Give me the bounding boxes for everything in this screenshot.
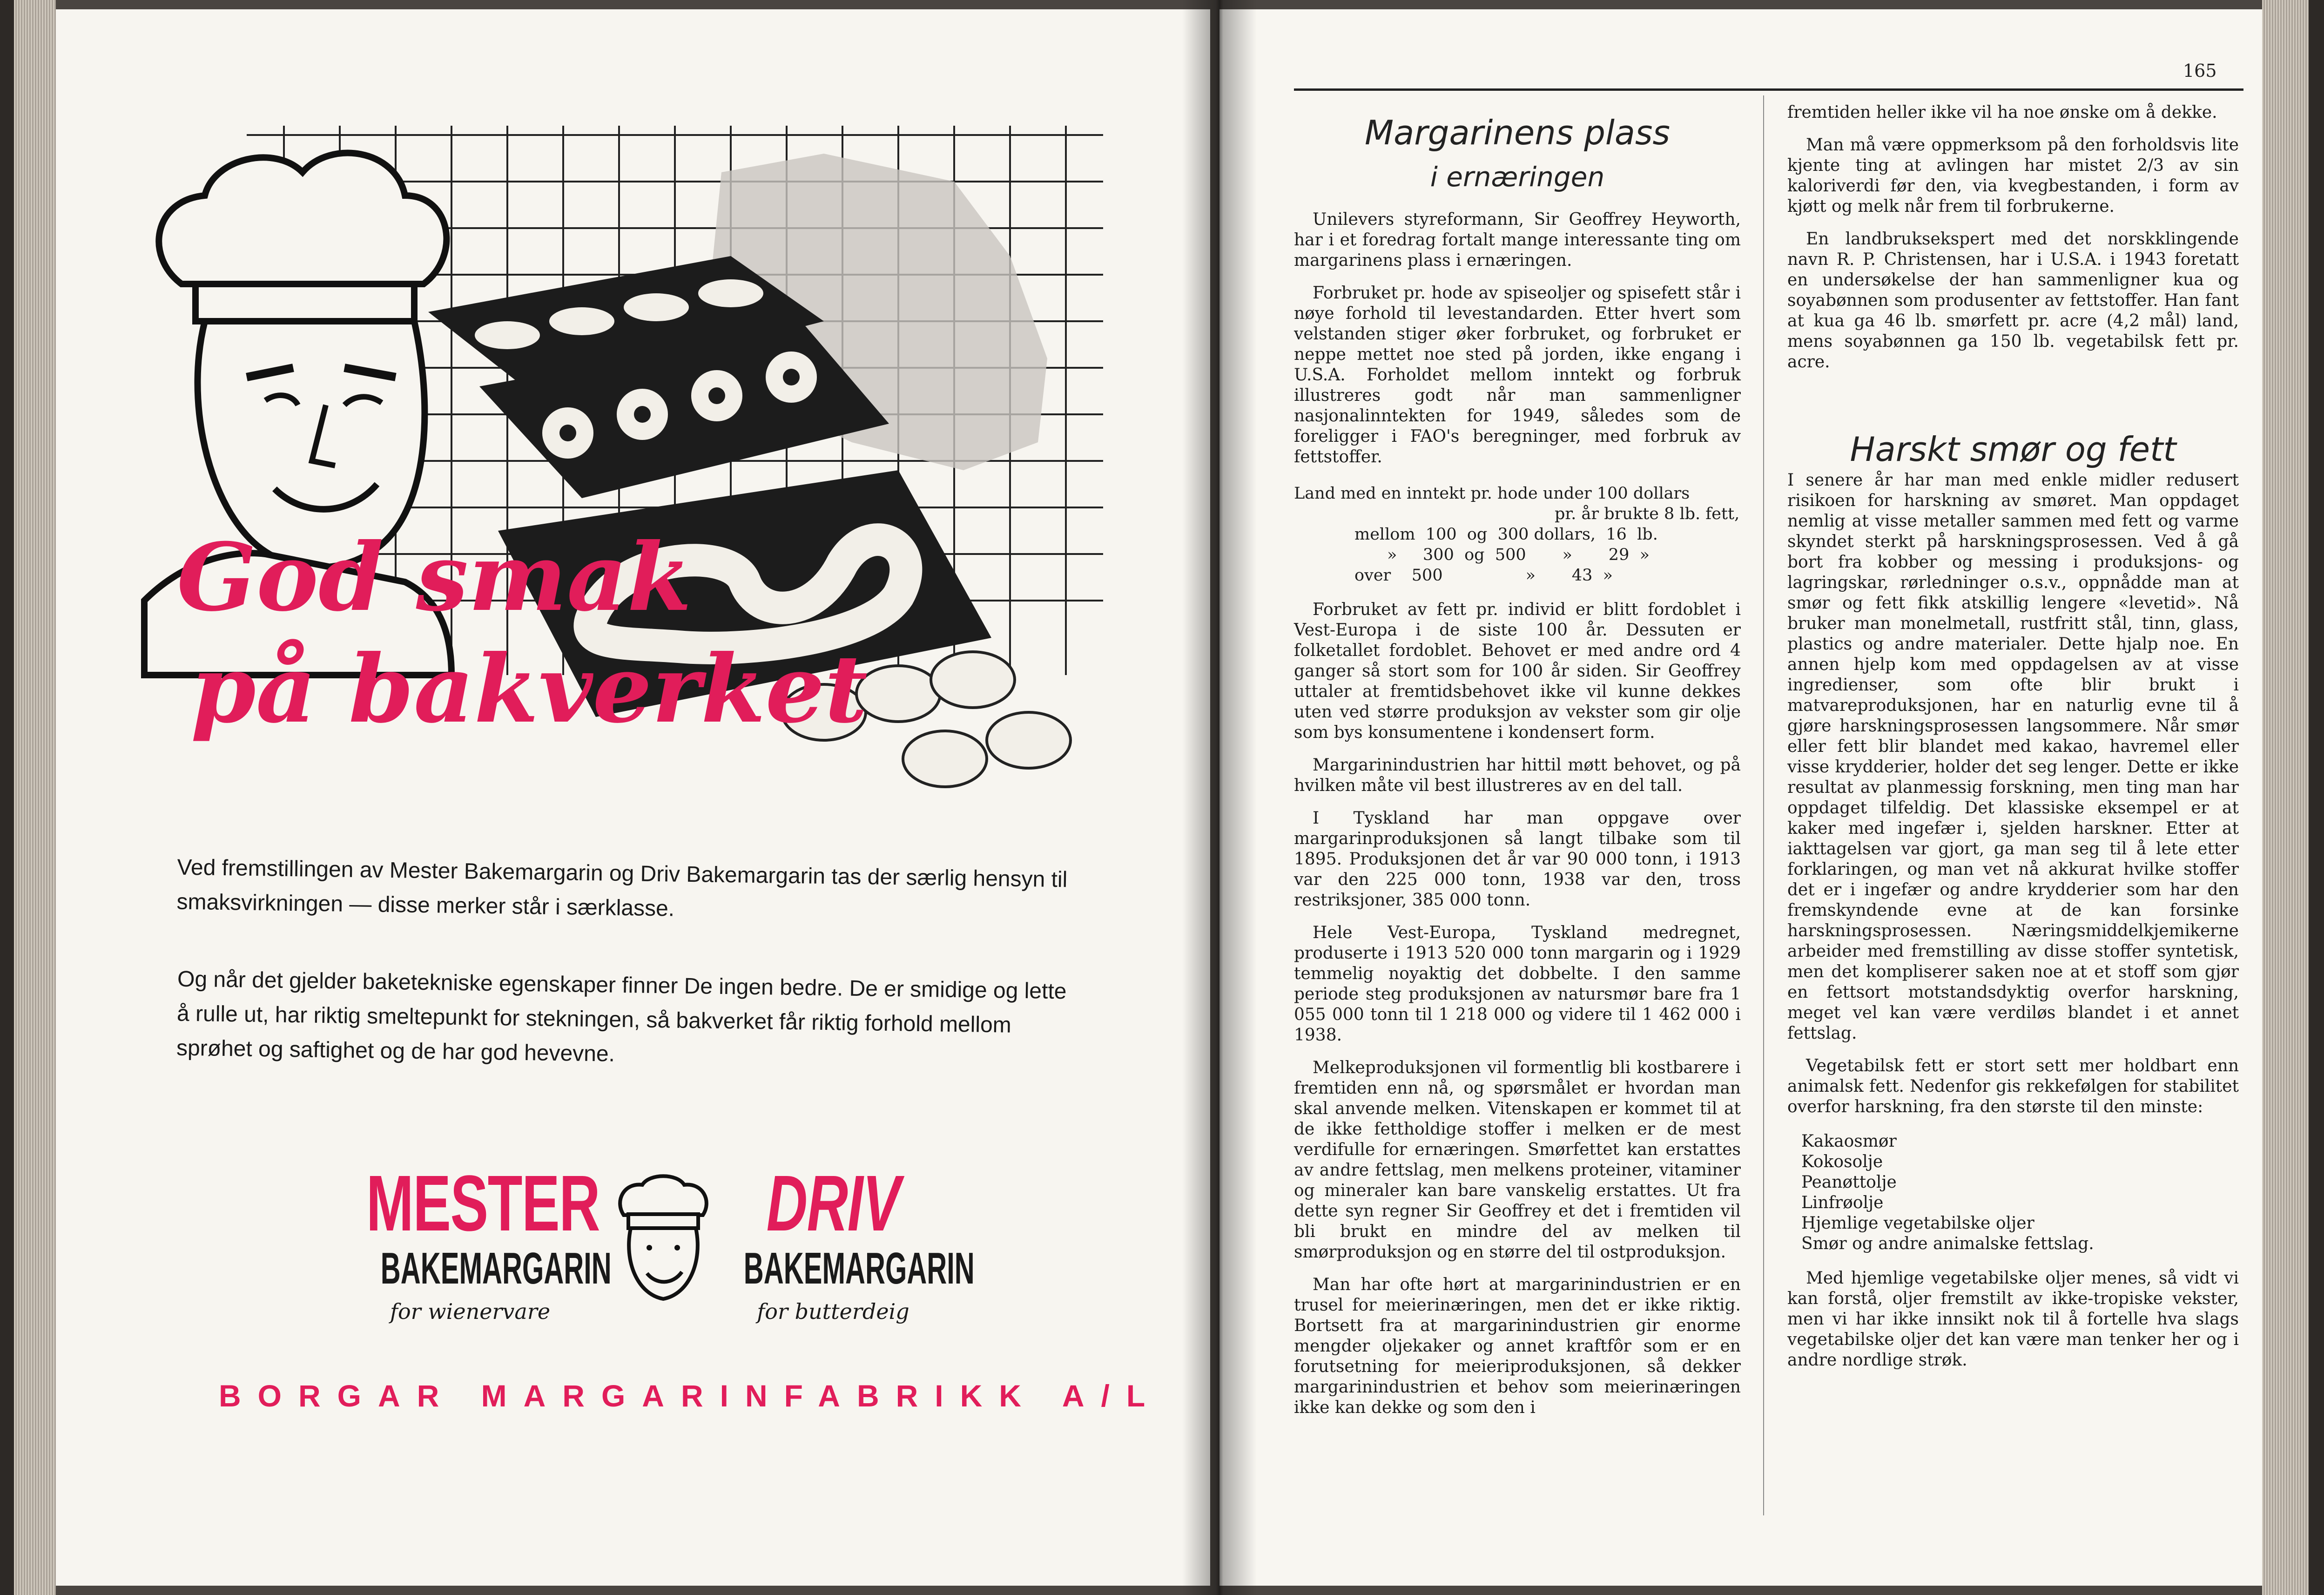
list-item: Peanøttolje <box>1801 1173 1897 1192</box>
article-title-line-2: i ernæringen <box>1430 161 1605 193</box>
page-stack-left <box>14 0 56 1595</box>
table-cell: over 500 » 43 » <box>1354 566 1613 585</box>
table-row <box>1294 524 1741 545</box>
paragraph: Man må være oppmerksom på den forholdsvis lite kjente ting at avlingen har mistet 2/3 av sin kaloriverdi før den, via kvegbestanden, i form av kjøtt og melk når frem til forbrukerne. <box>1787 135 2239 216</box>
book-edge-left <box>0 0 14 1595</box>
brand-mester-name: MESTER <box>366 1159 600 1248</box>
slogan-line-2: på bakverket <box>191 635 868 744</box>
ad-illustration <box>126 116 1140 843</box>
list-item: Kokosolje <box>1801 1152 1883 1171</box>
paragraph: Vegetabilsk fett er stort sett mer holdbart enn animalsk fett. Nedenfor gis rekkefølgen for stabilitet overfor harskning, fra den største til den minste: <box>1787 1056 2239 1116</box>
table-row <box>1294 545 1741 565</box>
page-stack-right <box>2262 0 2309 1595</box>
income-table <box>1294 483 1741 586</box>
brand-mester-tagline: for wienervare <box>390 1299 551 1324</box>
paragraph: Forbruket av fett pr. individ er blitt fordoblet i Vest-Europa i de siste 100 år. Dessuten er folketallet fordoblet. Behovet er med andre ord 4 ganger så stort som for 100 år siden. Sir Geoffrey uttaler at fremtidsbehovet ikke vil kunne dekkes uten ved større produksjon av vekster som gir olje som bys konsumentene i kondensert form. <box>1294 600 1741 742</box>
header-rule <box>1294 88 2243 91</box>
table-cell: mellom 100 og 300 dollars, 16 lb. <box>1354 525 1658 544</box>
book-edge-right <box>2309 0 2324 1595</box>
fat-list <box>1801 1131 2239 1254</box>
paragraph: fremtiden heller ikke vil ha noe ønske om å dekke. <box>1787 103 2217 122</box>
table-row <box>1294 565 1741 586</box>
article-title-line-1: Margarinens plass <box>1364 113 1671 152</box>
paragraph: I Tyskland har man oppgave over margarinproduksjonen så langt tilbake som til 1895. Produksjonen det år var 90 000 tonn, i 1913 var den 225 000 tonn, 1938 var den, tross restriksjoner, 385 000 tonn. <box>1294 809 1741 910</box>
book-gutter <box>1182 0 1257 1595</box>
brand-driv <box>689 1159 977 1324</box>
brand-driv-name: DRIV <box>766 1159 900 1248</box>
list-item: Hjemlige vegetabilske oljer <box>1801 1214 2034 1233</box>
paragraph: Man har ofte hørt at margarinindustrien er en trusel for meierinæringen, men det er ikke riktig. Bortsett fra at margarinindustrien gir enorme mengder oljekaker og annet kraftfôr som er en forutsetning for meieriproduksjonen, så dekker margarinindustrien et behov som meierinæringen ikke kan dekke og som den i <box>1294 1275 1741 1417</box>
table-cell: pr. år brukte 8 lb. fett, <box>1555 505 1740 523</box>
table-cell: » 300 og 500 » 29 » <box>1387 546 1650 564</box>
article-column-1 <box>1294 102 1741 1430</box>
company-name: BORGAR MARGARINFABRIKK A/L <box>219 1379 1162 1413</box>
ad-paragraph-1: Ved fremstillingen av Mester Bakemargarin og Driv Bakemargarin tas der særlig hensyn til smaksvirkningen — disse merker står i særklasse. <box>176 855 1068 921</box>
paragraph: En landbruksekspert med det norskklingende navn R. P. Christensen, har i U.S.A. i 1943 foretatt en undersøkelse der han sammenligner kua og soyabønnen som produsenter av fettstoffer. Han fant at kua ga 46 lb. smørfett pr. acre (4,2 mål) land, mens soyabønnen ga 150 lb. vegetabilsk fett pr. acre. <box>1787 230 2239 372</box>
table-cell: Land med en inntekt pr. hode under 100 dollars <box>1294 484 1690 503</box>
table-row <box>1294 504 1741 524</box>
list-item: Linfrøolje <box>1801 1193 1884 1212</box>
paragraph: Hele Vest-Europa, Tyskland medregnet, produserte i 1913 520 000 tonn margarin og i 1929 temmelig noyaktig det dobbelte. I den samme periode steg produksjonen av natursmør bare fra 1 055 000 tonn til 1 218 000 og videre til 1 462 000 i 1938. <box>1294 923 1741 1045</box>
paragraph: I senere år har man med enkle midler redusert risikoen for harskning av smøret. Man oppdaget nemlig at visse metaller sammen med fett og varme skyndet sterkt på harskningsprosessen. Ved å gå bort fra kobber og messing i produksjons- og lagringskar, rørledninger o.s.v., oppnådde man at smør og fett fikk atskillig lengere «levetid». Nå bruker man monelmetall, rustfritt stål, tinn, glass, plastics og andre materialer. Dette hjalp noe. En annen hjelp kom med oppdagelsen av at visse ingredienser, som ofte blir brukt i matvareproduksjonen, har en naturlig evne til å gjøre harskningsprosessen langsommere. Når smør eller fett blir blandet med kakao, havremel eller visse krydderier, holder det seg lenger. Dette er ikke resultat av planmessig forskning, men ting man har oppdaget tilfeldig. Det klassiske eksempel er at kaker med ingefær i, sjelden harskner. Etter at iakttagelsen var gjort, ga man seg til å lete etter forklaringen, og man vet nå akkurat hvilke stoffer det er i ingefær og andre krydderier som har den fremskyndende evne at de kan forsinke harskningsprosessen. Næringsmiddelkjemikerne arbeider med fremstilling av disse stoffer syntetisk, men det kompliserer saken noe at et stoff som gjør en fettsort motstandsdyktig overfor harskning, meget vel kan være verdiløs blandet i et annet fettslag. <box>1787 471 2239 1043</box>
ad-paragraph-2: Og når det gjelder baketekniske egenskaper finner De ingen bedre. De er smidige og lette å rulle ut, har riktig smeltepunkt for stekningen, så bakverket får riktig forhold mellom sprøhet og saftighet og de har god hevevne. <box>176 966 1067 1067</box>
paragraph: Med hjemlige vegetabilske oljer menes, så vidt vi kan forstå, oljer fremstilt av ikke-tropiske vekster, men vi har ikke innsikt nok til å fortelle hva slags vegetabilske oljer det kan være man tenker her og i andre nordlige strøk. <box>1787 1269 2239 1370</box>
brand-mester-product: BAKEMARGARIN <box>380 1244 612 1293</box>
list-item: Kakaosmør <box>1801 1132 1897 1151</box>
paragraph: Melkeproduksjonen vil formentlig bli kostbarere i fremtiden enn nå, og spørsmålet er hvordan man skal anvende melken. Vitenskapen er kommet til at de ikke fettholdige stoffer i melken er de mest verdifulle for ernæringen. Smørfettet kan erstattes av andre fettslag, men melkens proteiner, vitaminer og mineraler kan bare vanskelig erstattes. Ut fra dette syn regner Sir Geoffrey et det i fremtiden vil bli brukt en mindre del av melken til smørproduksjon og en større del til ostproduksjon. <box>1294 1058 1741 1262</box>
paragraph: Forbruket pr. hode av spiseoljer og spisefett står i nøye forhold til levestandarden. Etter hvert som velstanden stiger øker forbruket, og forbruket er neppe mettet noe sted på jorden, ikke engang i U.S.A. Forholdet mellom inntekt og forbruk illustreres godt når man sammenligner nasjonalinntekten for 1949, således som de foreligger i FAO's beregninger, med forbruk av fettstoffer. <box>1294 284 1741 466</box>
table-row <box>1294 483 1741 504</box>
brand-driv-tagline: for butterdeig <box>757 1299 909 1324</box>
paragraph: Unilevers styreformann, Sir Geoffrey Heyworth, har i et foredrag fortalt mange interessante ting om margarinens plass i ernæringen. <box>1294 210 1741 270</box>
section-heading: Harskt smør og fett <box>1850 430 2176 469</box>
column-rule <box>1763 95 1764 1515</box>
list-item: Smør og andre animalske fettslag. <box>1801 1234 2094 1253</box>
brand-mester <box>326 1159 614 1324</box>
slogan-line-1: God smak <box>177 523 692 632</box>
brand-driv-product: BAKEMARGARIN <box>743 1244 975 1293</box>
page-number: 165 <box>2183 61 2217 81</box>
article-column-2 <box>1787 102 2239 1383</box>
paragraph: Margarinindustrien har hittil møtt behovet, og på hvilken måte vil best illustreres av en del tall. <box>1294 756 1741 795</box>
